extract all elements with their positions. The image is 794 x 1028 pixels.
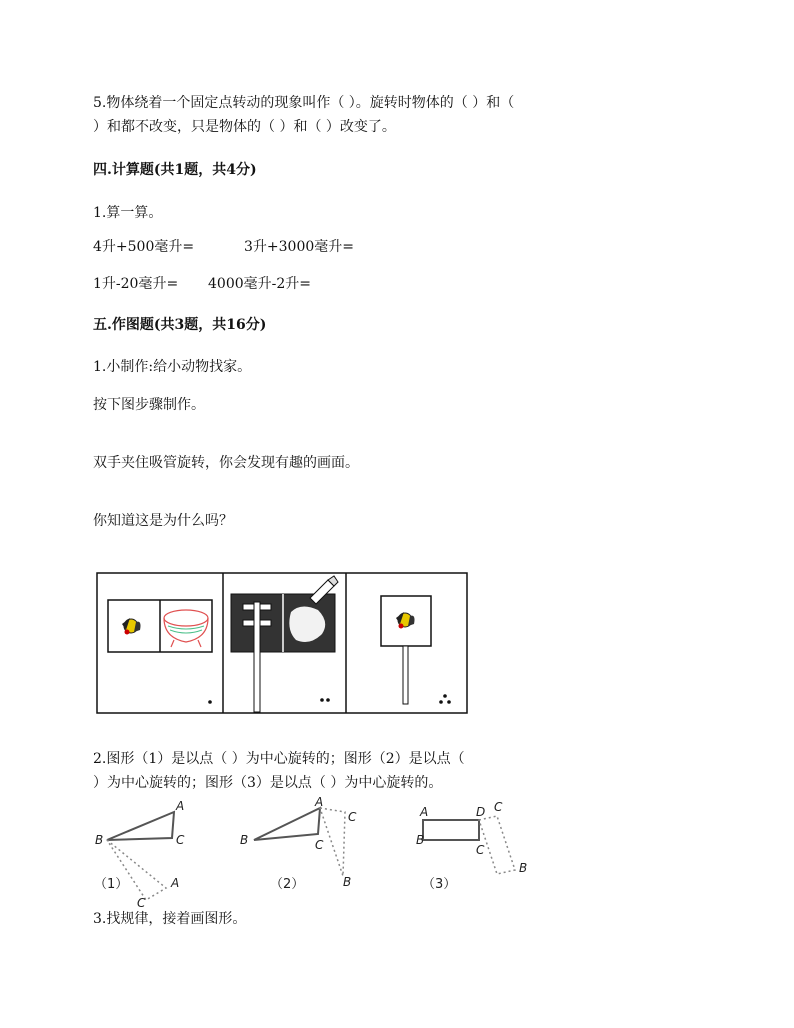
equation-2: 3升+3000毫升= (244, 239, 354, 255)
svg-text:B: B (416, 833, 425, 847)
svg-text:C: C (476, 843, 485, 857)
figure-1 (94, 799, 185, 910)
craft-question-title: 1.小制作:给小动物找家。 (93, 359, 252, 375)
craft-why-text: 你知道这是为什么吗？ (93, 513, 233, 529)
svg-text:B: B (343, 875, 352, 889)
svg-text:（2）: （2） (270, 877, 305, 892)
svg-text:B: B (519, 861, 528, 875)
rotation-question-line2: ）为中心旋转的；图形（3）是以点（ ）为中心旋转的。 (93, 775, 443, 791)
svg-text:C: C (348, 810, 357, 824)
svg-text:（3）: （3） (422, 877, 457, 892)
equation-4: 4000毫升-2升= (208, 276, 311, 292)
q5-line2: ）和都不改变，只是物体的（ ）和（ ）改变了。 (93, 119, 396, 135)
svg-text:C: C (315, 838, 324, 852)
equation-3: 1升-20毫升= (93, 276, 179, 292)
craft-rotate-text: 双手夹住吸管旋转，你会发现有趣的画面。 (93, 455, 359, 471)
svg-text:C: C (137, 896, 146, 910)
section4-title: 四.计算题(共1题，共4分) (93, 162, 257, 178)
rotation-figures (90, 796, 540, 911)
calc-question-title: 1.算一算。 (93, 205, 163, 221)
svg-text:B: B (240, 833, 249, 847)
svg-text:C: C (494, 800, 503, 814)
q5-line1: 5.物体绕着一个固定点转动的现象叫作（ ）。旋转时物体的（ ）和（ (93, 95, 515, 111)
svg-text:A: A (420, 805, 429, 819)
section5-title: 五.作图题(共3题，共16分) (93, 317, 267, 333)
craft-step-text: 按下图步骤制作。 (93, 397, 205, 413)
figure-2 (240, 795, 357, 892)
pattern-question-title: 3.找规律，接着画图形。 (93, 911, 247, 927)
svg-text:A: A (176, 799, 185, 813)
equation-1: 4升+500毫升= (93, 239, 195, 255)
svg-text:B: B (95, 833, 104, 847)
craft-steps-illustration (96, 572, 468, 714)
svg-text:（1）: （1） (94, 877, 129, 892)
figure-3 (416, 800, 527, 892)
svg-text:A: A (171, 876, 180, 890)
svg-text:D: D (476, 805, 486, 819)
svg-text:A: A (315, 795, 324, 809)
rotation-question-line1: 2.图形（1）是以点（ ）为中心旋转的；图形（2）是以点（ (93, 751, 465, 767)
svg-text:C: C (176, 833, 185, 847)
